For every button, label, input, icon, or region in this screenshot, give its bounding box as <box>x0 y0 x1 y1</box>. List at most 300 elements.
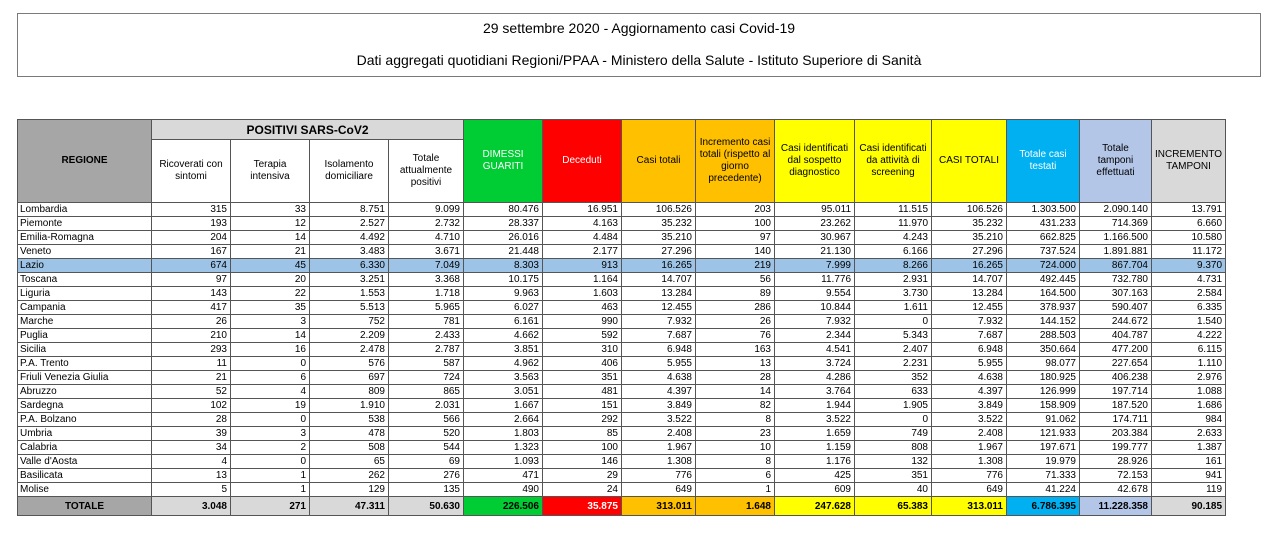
cell-tamponi: 174.711 <box>1080 413 1152 427</box>
cell-testati: 180.925 <box>1007 371 1080 385</box>
cell-ricoverati: 674 <box>152 259 231 273</box>
header-casi-totali-2: CASI TOTALI <box>932 120 1007 203</box>
cell-deceduti: 24 <box>543 483 622 497</box>
cell-ricoverati: 315 <box>152 203 231 217</box>
cell-isolamento: 129 <box>310 483 389 497</box>
cell-testati: 350.664 <box>1007 343 1080 357</box>
cell-incremento: 89 <box>696 287 775 301</box>
cell-casi-totali2: 35.232 <box>932 217 1007 231</box>
cell-ricoverati: 5 <box>152 483 231 497</box>
cell-casi-totali2: 7.687 <box>932 329 1007 343</box>
cell-incr-tamponi: 984 <box>1152 413 1226 427</box>
cell-dimessi: 6.027 <box>464 301 543 315</box>
header-sospetto: Casi identificati dal sospetto diagnostico <box>775 120 855 203</box>
cell-totale-positivi: 4.710 <box>389 231 464 245</box>
cell-totale-positivi: 520 <box>389 427 464 441</box>
cell-sospetto: 23.262 <box>775 217 855 231</box>
cell-isolamento: 3.251 <box>310 273 389 287</box>
cell-casi-totali: 27.296 <box>622 245 696 259</box>
cell-totale-positivi: 3.368 <box>389 273 464 287</box>
cell-screening: 633 <box>855 385 932 399</box>
cell-incr-tamponi: 9.370 <box>1152 259 1226 273</box>
cell-totale-positivi: 276 <box>389 469 464 483</box>
cell-tamponi: 42.678 <box>1080 483 1152 497</box>
header-screening: Casi identificati da attività di screening <box>855 120 932 203</box>
cell-terapia: 14 <box>231 231 310 245</box>
cell-regione: Sicilia <box>18 343 152 357</box>
cell-terapia: 16 <box>231 343 310 357</box>
cell-screening: 2.407 <box>855 343 932 357</box>
cell-incremento: 56 <box>696 273 775 287</box>
cell-screening: 1.611 <box>855 301 932 315</box>
cell-totale-positivi: 544 <box>389 441 464 455</box>
cell-incremento: 1 <box>696 483 775 497</box>
cell-incr-tamponi: 161 <box>1152 455 1226 469</box>
cell-sospetto: 3.522 <box>775 413 855 427</box>
cell-screening: 352 <box>855 371 932 385</box>
cell-ricoverati: 13 <box>152 469 231 483</box>
cell-tamponi: 199.777 <box>1080 441 1152 455</box>
total-dimessi: 226.506 <box>464 497 543 516</box>
cell-casi-totali2: 6.948 <box>932 343 1007 357</box>
cell-ricoverati: 204 <box>152 231 231 245</box>
cell-dimessi: 28.337 <box>464 217 543 231</box>
cell-regione: Emilia-Romagna <box>18 231 152 245</box>
cell-regione: Friuli Venezia Giulia <box>18 371 152 385</box>
cell-regione: P.A. Trento <box>18 357 152 371</box>
cell-deceduti: 351 <box>543 371 622 385</box>
table-row <box>18 343 1226 357</box>
cell-sospetto: 609 <box>775 483 855 497</box>
cell-deceduti: 146 <box>543 455 622 469</box>
total-casi-totali-2: 313.011 <box>932 497 1007 516</box>
table-row <box>18 385 1226 399</box>
cell-incremento: 8 <box>696 455 775 469</box>
cell-testati: 144.152 <box>1007 315 1080 329</box>
cell-totale-positivi: 566 <box>389 413 464 427</box>
cell-incremento: 286 <box>696 301 775 315</box>
cell-terapia: 0 <box>231 455 310 469</box>
header-isolamento: Isolamento domiciliare <box>310 140 389 203</box>
cell-terapia: 0 <box>231 413 310 427</box>
cell-ricoverati: 210 <box>152 329 231 343</box>
cell-isolamento: 5.513 <box>310 301 389 315</box>
cell-incremento: 23 <box>696 427 775 441</box>
cell-casi-totali2: 5.955 <box>932 357 1007 371</box>
table-row <box>18 469 1226 483</box>
header-casi-totali: Casi totali <box>622 120 696 203</box>
cell-terapia: 6 <box>231 371 310 385</box>
cell-deceduti: 913 <box>543 259 622 273</box>
cell-incremento: 10 <box>696 441 775 455</box>
cell-ricoverati: 11 <box>152 357 231 371</box>
cell-incr-tamponi: 6.660 <box>1152 217 1226 231</box>
cell-ricoverati: 167 <box>152 245 231 259</box>
cell-testati: 662.825 <box>1007 231 1080 245</box>
cell-screening: 2.931 <box>855 273 932 287</box>
cell-tamponi: 477.200 <box>1080 343 1152 357</box>
cell-casi-totali: 4.638 <box>622 371 696 385</box>
cell-isolamento: 2.209 <box>310 329 389 343</box>
cell-regione: Sardegna <box>18 399 152 413</box>
cell-terapia: 12 <box>231 217 310 231</box>
table-row <box>18 217 1226 231</box>
cell-isolamento: 478 <box>310 427 389 441</box>
cell-incremento: 28 <box>696 371 775 385</box>
cell-isolamento: 262 <box>310 469 389 483</box>
table-row <box>18 315 1226 329</box>
cell-incremento: 219 <box>696 259 775 273</box>
cell-casi-totali2: 1.308 <box>932 455 1007 469</box>
cell-incr-tamponi: 11.172 <box>1152 245 1226 259</box>
cell-casi-totali: 35.210 <box>622 231 696 245</box>
cell-incremento: 163 <box>696 343 775 357</box>
cell-deceduti: 85 <box>543 427 622 441</box>
cell-deceduti: 406 <box>543 357 622 371</box>
cell-casi-totali: 4.397 <box>622 385 696 399</box>
total-totale-positivi: 50.630 <box>389 497 464 516</box>
table-row <box>18 287 1226 301</box>
table-row <box>18 231 1226 245</box>
cell-deceduti: 151 <box>543 399 622 413</box>
total-label: TOTALE <box>18 497 152 516</box>
table-row <box>18 329 1226 343</box>
cell-terapia: 1 <box>231 469 310 483</box>
total-incremento: 1.648 <box>696 497 775 516</box>
cell-regione: Puglia <box>18 329 152 343</box>
cell-regione: Molise <box>18 483 152 497</box>
cell-terapia: 45 <box>231 259 310 273</box>
cell-regione: Piemonte <box>18 217 152 231</box>
cell-dimessi: 6.161 <box>464 315 543 329</box>
cell-incr-tamponi: 2.633 <box>1152 427 1226 441</box>
table-row <box>18 441 1226 455</box>
cell-isolamento: 752 <box>310 315 389 329</box>
cell-tamponi: 1.891.881 <box>1080 245 1152 259</box>
cell-tamponi: 406.238 <box>1080 371 1152 385</box>
cell-deceduti: 4.163 <box>543 217 622 231</box>
cell-sospetto: 9.554 <box>775 287 855 301</box>
cell-totale-positivi: 135 <box>389 483 464 497</box>
cell-screening: 749 <box>855 427 932 441</box>
cell-testati: 164.500 <box>1007 287 1080 301</box>
cell-isolamento: 1.910 <box>310 399 389 413</box>
cell-testati: 19.979 <box>1007 455 1080 469</box>
total-casi-totali: 313.011 <box>622 497 696 516</box>
cell-totale-positivi: 7.049 <box>389 259 464 273</box>
cell-deceduti: 463 <box>543 301 622 315</box>
cell-tamponi: 28.926 <box>1080 455 1152 469</box>
total-ricoverati: 3.048 <box>152 497 231 516</box>
cell-tamponi: 187.520 <box>1080 399 1152 413</box>
cell-isolamento: 508 <box>310 441 389 455</box>
cell-screening: 11.970 <box>855 217 932 231</box>
report-subtitle: Dati aggregati quotidiani Regioni/PPAA - Ministero della Salute - Istituto Superiore di Sanità <box>356 52 922 68</box>
cell-regione: P.A. Bolzano <box>18 413 152 427</box>
cell-terapia: 0 <box>231 357 310 371</box>
cell-screening: 6.166 <box>855 245 932 259</box>
cell-totale-positivi: 69 <box>389 455 464 469</box>
cell-incr-tamponi: 4.731 <box>1152 273 1226 287</box>
cell-terapia: 3 <box>231 427 310 441</box>
cell-testati: 41.224 <box>1007 483 1080 497</box>
cell-screening: 132 <box>855 455 932 469</box>
header-testati: Totale casi testati <box>1007 120 1080 203</box>
cell-tamponi: 1.166.500 <box>1080 231 1152 245</box>
cell-sospetto: 7.999 <box>775 259 855 273</box>
cell-testati: 126.999 <box>1007 385 1080 399</box>
cell-deceduti: 1.164 <box>543 273 622 287</box>
cell-dimessi: 80.476 <box>464 203 543 217</box>
cell-casi-totali2: 12.455 <box>932 301 1007 315</box>
cell-casi-totali: 12.455 <box>622 301 696 315</box>
cell-casi-totali2: 16.265 <box>932 259 1007 273</box>
total-screening: 65.383 <box>855 497 932 516</box>
cell-isolamento: 809 <box>310 385 389 399</box>
report-title: 29 settembre 2020 - Aggiornamento casi Covid-19 <box>482 20 796 36</box>
cell-ricoverati: 39 <box>152 427 231 441</box>
cell-casi-totali: 649 <box>622 483 696 497</box>
cell-totale-positivi: 9.099 <box>389 203 464 217</box>
cell-incr-tamponi: 4.222 <box>1152 329 1226 343</box>
cell-dimessi: 21.448 <box>464 245 543 259</box>
cell-totale-positivi: 2.732 <box>389 217 464 231</box>
cell-isolamento: 8.751 <box>310 203 389 217</box>
cell-totale-positivi: 5.965 <box>389 301 464 315</box>
header-regione: REGIONE <box>18 120 152 203</box>
cell-ricoverati: 26 <box>152 315 231 329</box>
cell-tamponi: 2.090.140 <box>1080 203 1152 217</box>
cell-sospetto: 425 <box>775 469 855 483</box>
cell-ricoverati: 34 <box>152 441 231 455</box>
cell-casi-totali: 16.265 <box>622 259 696 273</box>
cell-ricoverati: 102 <box>152 399 231 413</box>
total-terapia: 271 <box>231 497 310 516</box>
cell-dimessi: 3.051 <box>464 385 543 399</box>
cell-screening: 4.243 <box>855 231 932 245</box>
cell-sospetto: 30.967 <box>775 231 855 245</box>
cell-terapia: 22 <box>231 287 310 301</box>
cell-casi-totali2: 13.284 <box>932 287 1007 301</box>
cell-sospetto: 2.344 <box>775 329 855 343</box>
cell-testati: 71.333 <box>1007 469 1080 483</box>
cell-casi-totali2: 14.707 <box>932 273 1007 287</box>
cell-ricoverati: 97 <box>152 273 231 287</box>
cell-dimessi: 2.664 <box>464 413 543 427</box>
cell-testati: 121.933 <box>1007 427 1080 441</box>
cell-sospetto: 4.541 <box>775 343 855 357</box>
cell-sospetto: 95.011 <box>775 203 855 217</box>
cell-casi-totali: 1.967 <box>622 441 696 455</box>
cell-totale-positivi: 587 <box>389 357 464 371</box>
cell-terapia: 33 <box>231 203 310 217</box>
cell-terapia: 20 <box>231 273 310 287</box>
cell-regione: Basilicata <box>18 469 152 483</box>
cell-sospetto: 21.130 <box>775 245 855 259</box>
cell-incr-tamponi: 941 <box>1152 469 1226 483</box>
cell-totale-positivi: 781 <box>389 315 464 329</box>
cell-incr-tamponi: 1.387 <box>1152 441 1226 455</box>
cell-ricoverati: 417 <box>152 301 231 315</box>
cell-screening: 808 <box>855 441 932 455</box>
cell-casi-totali: 3.849 <box>622 399 696 413</box>
cell-dimessi: 3.851 <box>464 343 543 357</box>
cell-totale-positivi: 1.718 <box>389 287 464 301</box>
cell-dimessi: 3.563 <box>464 371 543 385</box>
cell-casi-totali: 776 <box>622 469 696 483</box>
cell-ricoverati: 4 <box>152 455 231 469</box>
cell-regione: Lazio <box>18 259 152 273</box>
total-tamponi: 11.228.358 <box>1080 497 1152 516</box>
total-deceduti: 35.875 <box>543 497 622 516</box>
cell-isolamento: 2.478 <box>310 343 389 357</box>
cell-casi-totali: 2.408 <box>622 427 696 441</box>
table-row <box>18 273 1226 287</box>
cell-casi-totali2: 4.397 <box>932 385 1007 399</box>
cell-screening: 351 <box>855 469 932 483</box>
cell-tamponi: 867.704 <box>1080 259 1152 273</box>
cell-deceduti: 481 <box>543 385 622 399</box>
cell-terapia: 3 <box>231 315 310 329</box>
cell-terapia: 35 <box>231 301 310 315</box>
cell-incremento: 6 <box>696 469 775 483</box>
cell-regione: Liguria <box>18 287 152 301</box>
cell-incr-tamponi: 1.540 <box>1152 315 1226 329</box>
cell-tamponi: 197.714 <box>1080 385 1152 399</box>
cell-terapia: 2 <box>231 441 310 455</box>
table-row <box>18 259 1226 273</box>
cell-isolamento: 2.527 <box>310 217 389 231</box>
cell-testati: 378.937 <box>1007 301 1080 315</box>
cell-ricoverati: 28 <box>152 413 231 427</box>
cell-regione: Marche <box>18 315 152 329</box>
cell-totale-positivi: 724 <box>389 371 464 385</box>
cell-casi-totali: 14.707 <box>622 273 696 287</box>
table-row <box>18 427 1226 441</box>
cell-incr-tamponi: 1.686 <box>1152 399 1226 413</box>
cell-screening: 5.343 <box>855 329 932 343</box>
cell-casi-totali2: 35.210 <box>932 231 1007 245</box>
cell-tamponi: 227.654 <box>1080 357 1152 371</box>
cell-casi-totali2: 3.522 <box>932 413 1007 427</box>
table-row <box>18 245 1226 259</box>
cell-sospetto: 3.724 <box>775 357 855 371</box>
cell-dimessi: 8.303 <box>464 259 543 273</box>
cell-tamponi: 590.407 <box>1080 301 1152 315</box>
cell-casi-totali2: 776 <box>932 469 1007 483</box>
cell-tamponi: 404.787 <box>1080 329 1152 343</box>
cell-sospetto: 1.176 <box>775 455 855 469</box>
cell-dimessi: 490 <box>464 483 543 497</box>
cell-ricoverati: 143 <box>152 287 231 301</box>
cell-screening: 8.266 <box>855 259 932 273</box>
table-row <box>18 371 1226 385</box>
cell-incremento: 140 <box>696 245 775 259</box>
cell-testati: 197.671 <box>1007 441 1080 455</box>
cell-tamponi: 72.153 <box>1080 469 1152 483</box>
cell-incr-tamponi: 1.088 <box>1152 385 1226 399</box>
cell-regione: Umbria <box>18 427 152 441</box>
cell-screening: 1.905 <box>855 399 932 413</box>
cell-sospetto: 4.286 <box>775 371 855 385</box>
cell-tamponi: 244.672 <box>1080 315 1152 329</box>
cell-deceduti: 100 <box>543 441 622 455</box>
cell-testati: 737.524 <box>1007 245 1080 259</box>
cell-incr-tamponi: 1.110 <box>1152 357 1226 371</box>
cell-deceduti: 16.951 <box>543 203 622 217</box>
cell-deceduti: 1.603 <box>543 287 622 301</box>
cell-deceduti: 592 <box>543 329 622 343</box>
cell-incr-tamponi: 6.115 <box>1152 343 1226 357</box>
cell-regione: Lombardia <box>18 203 152 217</box>
total-testati: 6.786.395 <box>1007 497 1080 516</box>
table-row <box>18 357 1226 371</box>
cell-casi-totali2: 2.408 <box>932 427 1007 441</box>
cell-dimessi: 4.662 <box>464 329 543 343</box>
cell-casi-totali2: 649 <box>932 483 1007 497</box>
cell-casi-totali2: 27.296 <box>932 245 1007 259</box>
table-body <box>18 203 1226 497</box>
cell-incremento: 100 <box>696 217 775 231</box>
cell-dimessi: 1.093 <box>464 455 543 469</box>
cell-totale-positivi: 865 <box>389 385 464 399</box>
cell-regione: Toscana <box>18 273 152 287</box>
cell-casi-totali: 1.308 <box>622 455 696 469</box>
cell-terapia: 19 <box>231 399 310 413</box>
table-row <box>18 301 1226 315</box>
cell-ricoverati: 193 <box>152 217 231 231</box>
cell-deceduti: 310 <box>543 343 622 357</box>
table-row <box>18 483 1226 497</box>
cell-ricoverati: 21 <box>152 371 231 385</box>
cell-dimessi: 9.963 <box>464 287 543 301</box>
cell-isolamento: 3.483 <box>310 245 389 259</box>
header-tamponi: Totale tamponi effettuati <box>1080 120 1152 203</box>
cell-isolamento: 576 <box>310 357 389 371</box>
cell-casi-totali2: 3.849 <box>932 399 1007 413</box>
cell-deceduti: 4.484 <box>543 231 622 245</box>
cell-incremento: 76 <box>696 329 775 343</box>
header-terapia: Terapia intensiva <box>231 140 310 203</box>
cell-casi-totali2: 4.638 <box>932 371 1007 385</box>
cell-screening: 0 <box>855 315 932 329</box>
cell-casi-totali: 7.687 <box>622 329 696 343</box>
cell-testati: 158.909 <box>1007 399 1080 413</box>
header-deceduti: Deceduti <box>543 120 622 203</box>
cell-casi-totali: 7.932 <box>622 315 696 329</box>
cell-incr-tamponi: 13.791 <box>1152 203 1226 217</box>
cell-testati: 98.077 <box>1007 357 1080 371</box>
total-row <box>18 497 1226 516</box>
header-incremento: Incremento casi totali (rispetto al giorno precedente) <box>696 120 775 203</box>
header-ricoverati: Ricoverati con sintomi <box>152 140 231 203</box>
cell-totale-positivi: 2.031 <box>389 399 464 413</box>
table-row <box>18 413 1226 427</box>
header-incremento-tamponi: INCREMENTO TAMPONI <box>1152 120 1226 203</box>
cell-dimessi: 1.323 <box>464 441 543 455</box>
table-row <box>18 399 1226 413</box>
cell-isolamento: 4.492 <box>310 231 389 245</box>
cell-testati: 91.062 <box>1007 413 1080 427</box>
cell-dimessi: 26.016 <box>464 231 543 245</box>
total-isolamento: 47.311 <box>310 497 389 516</box>
header-dimessi: DIMESSI GUARITI <box>464 120 543 203</box>
cell-incr-tamponi: 2.584 <box>1152 287 1226 301</box>
cell-screening: 2.231 <box>855 357 932 371</box>
cell-testati: 492.445 <box>1007 273 1080 287</box>
cell-terapia: 1 <box>231 483 310 497</box>
cell-sospetto: 1.159 <box>775 441 855 455</box>
